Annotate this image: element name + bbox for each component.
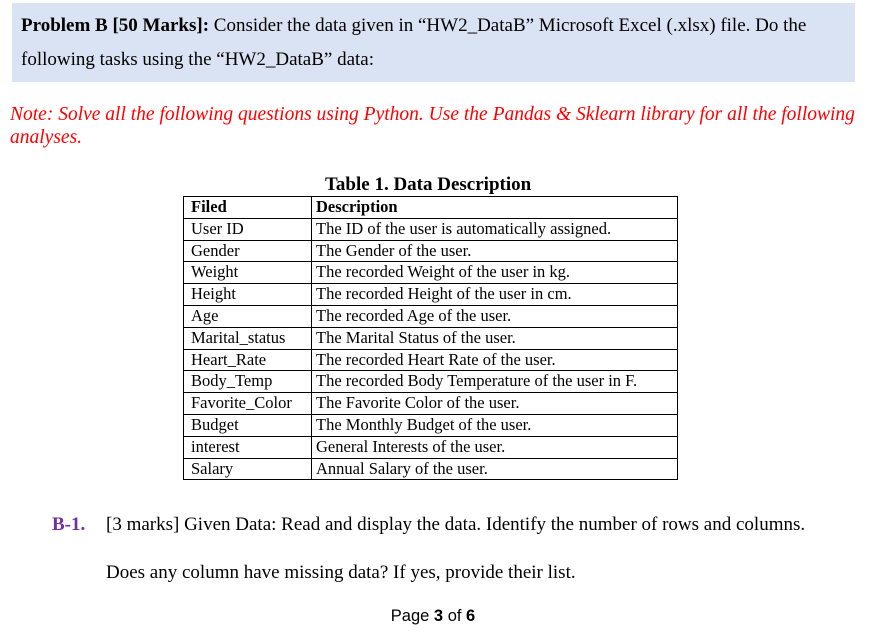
question-number: B-1. xyxy=(52,514,86,535)
page-word: Page xyxy=(390,607,430,625)
description-cell: The Gender of the user. xyxy=(312,240,678,262)
of-word: of xyxy=(447,607,462,625)
table-row xyxy=(184,436,678,458)
description-cell: Annual Salary of the user. xyxy=(312,458,678,480)
problem-statement xyxy=(12,3,855,82)
data-description-table xyxy=(183,196,678,480)
question-line-2: Does any column have missing data? If yes, provide their list. xyxy=(106,562,576,583)
field-cell: Favorite_Color xyxy=(184,393,312,415)
field-cell: Salary xyxy=(184,458,312,480)
field-cell: Heart_Rate xyxy=(184,349,312,371)
field-cell: Gender xyxy=(184,240,312,262)
field-cell: Height xyxy=(184,284,312,306)
description-cell: The recorded Body Temperature of the user in F. xyxy=(312,371,678,393)
table-row xyxy=(184,240,678,262)
description-cell: General Interests of the user. xyxy=(312,436,678,458)
header-description: Description xyxy=(312,197,678,219)
field-cell: User ID xyxy=(184,218,312,240)
table-row xyxy=(184,414,678,436)
description-cell: The Marital Status of the user. xyxy=(312,327,678,349)
table-row xyxy=(184,371,678,393)
page-footer xyxy=(0,607,866,626)
header-field: Filed xyxy=(184,197,312,219)
problem-line-1 xyxy=(21,9,847,43)
table-caption: Table 1. Data Description xyxy=(325,174,532,195)
description-cell: The Monthly Budget of the user. xyxy=(312,414,678,436)
table-row xyxy=(184,327,678,349)
table-header-row xyxy=(184,197,678,219)
field-cell: Body_Temp xyxy=(184,371,312,393)
description-cell: The recorded Weight of the user in kg. xyxy=(312,262,678,284)
description-cell: The ID of the user is automatically assigned. xyxy=(312,218,678,240)
field-cell: Weight xyxy=(184,262,312,284)
field-cell: interest xyxy=(184,436,312,458)
table-row xyxy=(184,218,678,240)
question-b1 xyxy=(52,513,805,537)
question-line-1: [3 marks] Given Data: Read and display the data. Identify the number of rows and columns. xyxy=(106,514,806,535)
page-number: 3 xyxy=(433,607,444,625)
problem-heading: Problem B [50 Marks]: xyxy=(21,15,210,36)
description-cell: The recorded Heart Rate of the user. xyxy=(312,349,678,371)
description-cell: The recorded Height of the user in cm. xyxy=(312,284,678,306)
table-row xyxy=(184,393,678,415)
field-cell: Marital_status xyxy=(184,327,312,349)
description-cell: The Favorite Color of the user. xyxy=(312,393,678,415)
field-cell: Budget xyxy=(184,414,312,436)
table-row xyxy=(184,458,678,480)
table-row xyxy=(184,305,678,327)
field-cell: Age xyxy=(184,305,312,327)
description-cell: The recorded Age of the user. xyxy=(312,305,678,327)
problem-line-2: following tasks using the “HW2_DataB” data: xyxy=(21,49,375,70)
note-text: Note: Solve all the following questions using Python. Use the Pandas & Sklearn library for all the following analyses. xyxy=(10,104,855,148)
table-row xyxy=(184,262,678,284)
page-total: 6 xyxy=(466,607,476,625)
table-row xyxy=(184,349,678,371)
problem-text-1: Consider the data given in “HW2_DataB” Microsoft Excel (.xlsx) file. Do the xyxy=(209,15,807,36)
table-row xyxy=(184,284,678,306)
